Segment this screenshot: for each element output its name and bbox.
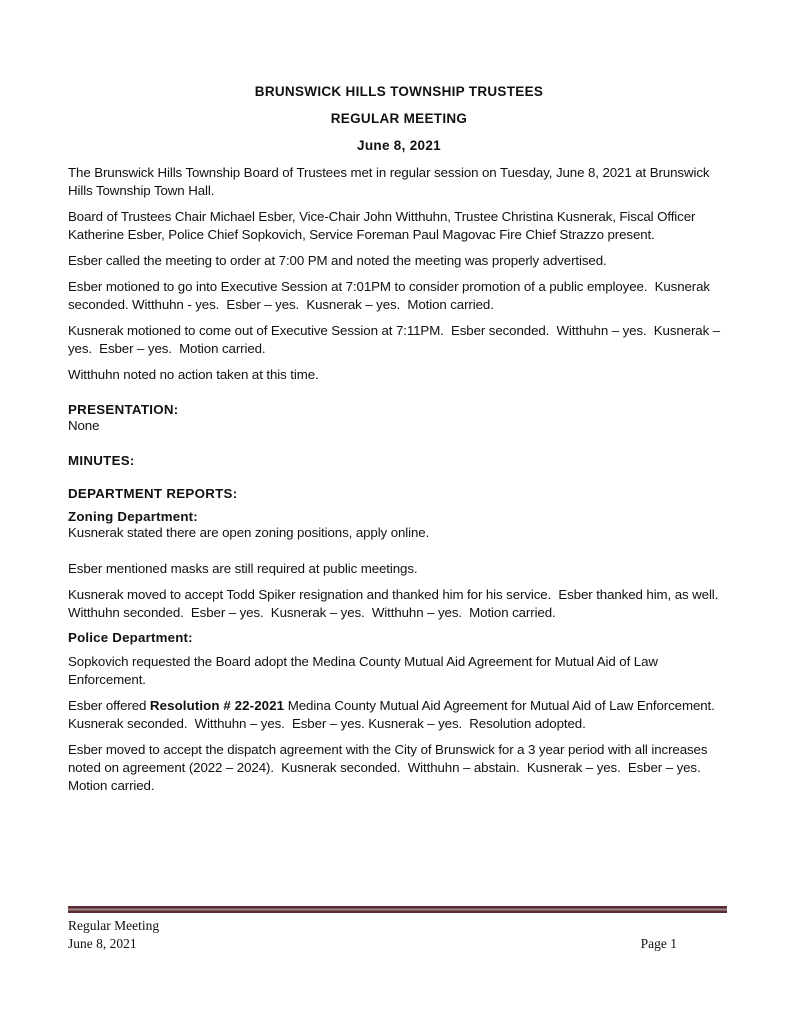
resolution-text-suffix: Medina County Mutual Aid Agreement for Mutual Aid of Law Enforcement. Kusnerak seconded. Witthuhn – yes. Esber – yes. Kusnerak – yes. Resolution adopted. bbox=[68, 698, 722, 731]
subsection-heading-police: Police Department: bbox=[68, 630, 193, 645]
paragraph-attendance: Board of Trustees Chair Michael Esber, Vice-Chair John Witthuhn, Trustee Christina Kusnerak, Fiscal Officer Katherine Esber, Police Chief Sopkovich, Service Foreman Paul Magovac Fire Chief Strazzo present. bbox=[68, 209, 699, 242]
section-heading-presentation: PRESENTATION: bbox=[68, 402, 179, 417]
title-meeting-date: June 8, 2021 bbox=[357, 138, 441, 153]
page-footer bbox=[68, 917, 727, 953]
section-heading-department-reports: DEPARTMENT REPORTS: bbox=[68, 486, 238, 501]
paragraph-call-to-order: Esber called the meeting to order at 7:00 PM and noted the meeting was properly advertised. bbox=[68, 253, 607, 268]
footer-page-number: Page 1 bbox=[640, 936, 677, 951]
paragraph-executive-session-in: Esber motioned to go into Executive Session at 7:01PM to consider promotion of a public employee. Kusnerak seconded. Witthuhn - yes. Esber – yes. Kusnerak – yes. Motion carried. bbox=[68, 279, 714, 312]
subsection-heading-zoning: Zoning Department: bbox=[68, 509, 198, 524]
document-content bbox=[68, 0, 730, 795]
title-meeting-type: REGULAR MEETING bbox=[330, 111, 468, 126]
footer-left-block bbox=[68, 917, 727, 953]
section-heading-minutes: MINUTES: bbox=[68, 453, 135, 468]
paragraph-masks: Esber mentioned masks are still required at public meetings. bbox=[68, 561, 418, 576]
resolution-text-prefix: Esber offered bbox=[68, 698, 150, 713]
footer-date: June 8, 2021 bbox=[68, 936, 137, 951]
footer-meeting-type: Regular Meeting bbox=[68, 918, 160, 933]
paragraph-spiker-resignation: Kusnerak moved to accept Todd Spiker resignation and thanked him for his service. Esber thanked him, as well. Witthuhn seconded. Esber – yes. Kusnerak – yes. Witthuhn – yes. Motion carried. bbox=[68, 587, 726, 620]
paragraph-resolution bbox=[68, 697, 730, 733]
paragraph-dispatch-agreement: Esber moved to accept the dispatch agreement with the City of Brunswick for a 3 year period with all increases noted on agreement (2022 – 2024). Kusnerak seconded. Witthuhn – abstain. Kusnerak – yes. Esber – yes. Motion carried. bbox=[68, 742, 711, 793]
footer-divider-rule bbox=[68, 906, 727, 913]
paragraph-opening: The Brunswick Hills Township Board of Trustees met in regular session on Tuesday, June 8, 2021 at Brunswick Hills Township Town Hall. bbox=[68, 165, 714, 198]
paragraph-no-action: Witthuhn noted no action taken at this time. bbox=[68, 367, 319, 382]
paragraph-zoning-positions: Kusnerak stated there are open zoning positions, apply online. bbox=[68, 525, 430, 540]
title-organization: BRUNSWICK HILLS TOWNSHIP TRUSTEES bbox=[254, 84, 544, 99]
document-title-block bbox=[68, 78, 730, 159]
resolution-number: Resolution # 22-2021 bbox=[149, 698, 285, 713]
paragraph-mutual-aid-request: Sopkovich requested the Board adopt the Medina County Mutual Aid Agreement for Mutual Aid of Law Enforcement. bbox=[68, 654, 662, 687]
paragraph-presentation-none: None bbox=[68, 418, 100, 433]
paragraph-executive-session-out: Kusnerak motioned to come out of Executive Session at 7:11PM. Esber seconded. Witthuhn – yes. Kusnerak – yes. Esber – yes. Motion carried. bbox=[68, 323, 724, 356]
